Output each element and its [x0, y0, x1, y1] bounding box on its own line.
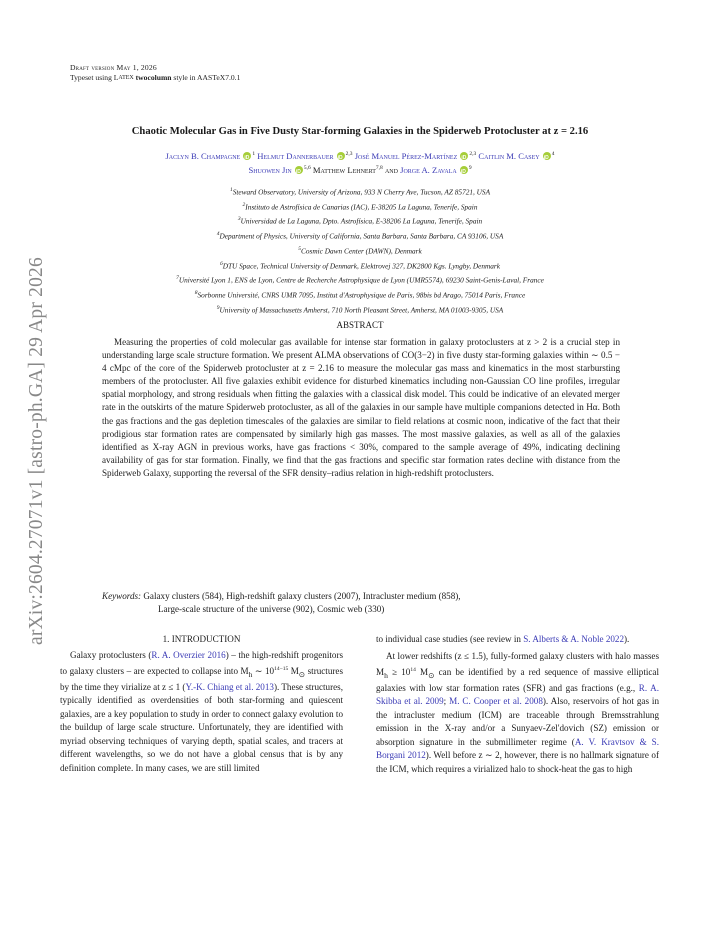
affiliation-line	[40, 228, 680, 243]
author-affiliation-sup: 2,3	[345, 151, 353, 157]
affiliation-number: 3	[237, 216, 241, 223]
affiliation-text: University of Massachusetts Amherst, 710 North Pleasant Street, Amherst, MA 01003-9305, USA	[219, 305, 504, 315]
author-affiliation-sup: 1	[252, 151, 256, 157]
authors-and: and	[384, 165, 398, 176]
affiliation-line	[40, 243, 680, 258]
citation-link[interactable]: R. A. Skibba et al. 2009	[376, 683, 659, 707]
author-name[interactable]: Caitlin M. Casey	[478, 150, 540, 161]
keywords	[102, 590, 622, 616]
citation-link[interactable]: A. V. Kravtsov & S. Borgani 2012	[376, 736, 659, 761]
author-name[interactable]: Helmut Dannerbauer	[257, 150, 334, 161]
author-affiliation-sup: 2,3	[469, 151, 477, 157]
keywords-line-1: Galaxy clusters (584), High-redshift galaxy clusters (2007), Intracluster medium (858),	[143, 591, 461, 601]
arxiv-stamp-text: arXiv:2604.27071v1 [astro-ph.GA] 29 Apr 2026	[26, 257, 47, 645]
author-name[interactable]: Shuowen Jin	[248, 165, 292, 176]
affiliation-text: Sorbonne Université, CNRS UMR 7095, Institut d'Astrophysique de Paris, 98bis bd Arago, 75014 Paris, France	[197, 290, 526, 300]
affiliation-number: 6	[219, 260, 223, 267]
affiliation-line	[40, 184, 680, 199]
affiliation-text: DTU Space, Technical University of Denmark, Elektrovej 327, DK2800 Kgs. Lyngby, Denmark	[222, 261, 501, 271]
citation-link[interactable]: M. C. Cooper et al. 2008	[449, 696, 543, 707]
orcid-icon[interactable]	[543, 152, 551, 160]
author-name[interactable]: José Manuel Pérez-Martínez	[354, 150, 458, 161]
orcid-icon[interactable]	[243, 152, 251, 160]
author-name[interactable]: Jorge A. Zavala	[400, 165, 457, 176]
draft-header	[70, 63, 240, 83]
citation-link[interactable]: R. A. Overzier 2016	[151, 650, 226, 661]
section-heading-introduction: 1. INTRODUCTION	[162, 634, 241, 644]
affiliation-text: Instituto de Astrofísica de Canarias (IAC), E-38205 La Laguna, Tenerife, Spain	[245, 202, 478, 212]
keywords-label: Keywords:	[102, 591, 142, 601]
abstract-heading: ABSTRACT	[336, 320, 384, 330]
author-affiliation-sup: 5,6	[303, 165, 311, 172]
affiliation-number: 5	[298, 245, 301, 252]
left-column	[60, 633, 343, 775]
citation-link[interactable]: Y.-K. Chiang et al. 2013	[185, 682, 274, 693]
author-affiliation-sup: 7,8	[375, 165, 383, 172]
affiliation-text: Université Lyon 1, ENS de Lyon, Centre de Recherche Astrophysique de Lyon (UMR5574), 69230 Saint-Genis-Laval, France	[178, 275, 544, 285]
affiliation-line	[40, 258, 680, 273]
intro-paragraph-1: Galaxy protoclusters (R. A. Overzier 2016) – the high-redshift progenitors to galaxy clusters – are expected to collapse into $M_h$ ∼ $10^{14-15}$ $M_⊙$ structures by the time they virialize at z ≤ 1 (Y.-K. Chiang et al. 2013). These structures, typically identified as overdensities of both star-forming and quiescent galaxies, are a key population to study in order to connect galaxy evolution to the buildup of large scale structure. Unfortunately, they are identified with myriad observing techniques of varying depth, spatial scales, and tracers at different wavelengths, so we do not have a global census that is by any definition complete. In many cases, we are still limited	[60, 650, 344, 773]
typeset-prefix: Typeset using L	[70, 73, 119, 82]
affiliation-text: Department of Physics, University of California, Santa Barbara, Santa Barbara, CA 93106, USA	[219, 231, 504, 241]
typeset-bold: twocolumn	[135, 73, 172, 82]
author-name: Matthew Lehnert	[312, 165, 376, 176]
intro-paragraph-continued: to individual case studies (see review in S. Alberts & A. Noble 2022).	[376, 634, 630, 644]
affiliation-number: 9	[216, 304, 220, 311]
affiliation-line	[40, 272, 680, 287]
affiliation-text: Cosmic Dawn Center (DAWN), Denmark	[301, 246, 422, 256]
affiliation-text: Universidad de La Laguna, Dpto. Astrofísica, E-38206 La Laguna, Tenerife, Spain	[240, 216, 483, 226]
orcid-icon[interactable]	[337, 152, 345, 160]
citation-link[interactable]: S. Alberts & A. Noble 2022	[523, 634, 625, 644]
intro-paragraph-2: At lower redshifts (z ≤ 1.5), fully-formed galaxy clusters with halo masses $M_h \ge 10^{14}$ $M_⊙$ can be identified by a red sequence of massive elliptical galaxies with low star formation rates (SFR) and gas fractions (e.g., R. A. Skibba et al. 2009; M. C. Cooper et al. 2008). Also, reservoirs of hot gas in the intracluster medium (ICM) are traceable through Bremsstrahlung emission in the X-ray and/or a Sunyaev-Zel'dovich (SZ) emission or absorption signature in the submillimeter regime (A. V. Kravtsov & S. Borgani 2012). Well before z ∼ 2, however, there is no hallmark signature of the ICM, which requires a virialized halo to shock-heat the gas to high	[376, 651, 660, 774]
affiliation-number: 8	[194, 290, 198, 297]
author-affiliation-sup: 4	[551, 151, 555, 157]
affiliation-list	[40, 184, 680, 316]
keywords-line-2: Large-scale structure of the universe (902), Cosmic web (330)	[158, 604, 385, 614]
affiliation-number: 2	[242, 201, 246, 208]
affiliation-line	[40, 213, 680, 228]
orcid-icon[interactable]	[460, 166, 468, 174]
affiliation-line	[40, 287, 680, 302]
affiliation-number: 4	[216, 231, 220, 238]
affiliation-number: 1	[229, 187, 233, 193]
paper-title: Chaotic Molecular Gas in Five Dusty Star-forming Galaxies in the Spiderweb Protocluster at z = 2.16	[131, 126, 589, 137]
author-name[interactable]: Jaclyn B. Champagne	[165, 150, 241, 161]
typeset-suffix: style in AASTeX7.0.1	[171, 73, 241, 82]
affiliation-text: Steward Observatory, University of Arizona, 933 N Cherry Ave, Tucson, AZ 85721, USA	[232, 187, 491, 197]
affiliation-line	[40, 302, 680, 317]
author-list	[50, 148, 670, 177]
affiliation-line	[40, 199, 680, 214]
orcid-icon[interactable]	[460, 152, 468, 160]
orcid-icon[interactable]	[295, 166, 303, 174]
typeset-line	[70, 73, 240, 83]
author-affiliation-sup: 9	[468, 165, 472, 172]
abstract-body: Measuring the properties of cold molecular gas available for intense star formation in galaxy protoclusters at z > 2 is a crucial step in understanding large scale structure formation. We present ALMA observations of CO(3−2) in five dusty star-forming galaxies within ∼ 0.5 − 4 cMpc of the core of the Spiderweb protocluster at z = 2.16 to measure the molecular gas mass and kinematics in the most starbursting members of the protocluster. All five galaxies exhibit evidence for disturbed kinematics including non-Gaussian CO line profiles, irregular spatial morphology, and strong residuals when fitting the galaxies with a classical disk model. This could be indicative of an elevated merger rate in the outskirts of the mature Spiderweb protocluster, as all of the galaxies in our sample have multiple companions detected in Hα. Both the gas fractions and the gas depletion timescales of the galaxies are similar to field relations at cosmic noon, indicative of the fact that their prodigious star formation rates are compensated by similarly high gas masses. The most massive galaxies, as well as all of the galaxies identified as X-ray AGN in previous works, have gas fractions < 30%, compared to the sample average of 49%, indicating declining availability of gas for star formation. Finally, we find that the gas fractions and specific star formation rates decline with distance from the Spiderweb Galaxy, supporting the reversal of the SFR density–radius relation in high-redshift protoclusters.	[102, 337, 620, 478]
draft-version-line: Draft version May 1, 2026	[70, 63, 157, 72]
affiliation-number: 7	[176, 275, 179, 282]
right-column	[376, 633, 659, 776]
typeset-latex: ATEX	[118, 75, 134, 81]
